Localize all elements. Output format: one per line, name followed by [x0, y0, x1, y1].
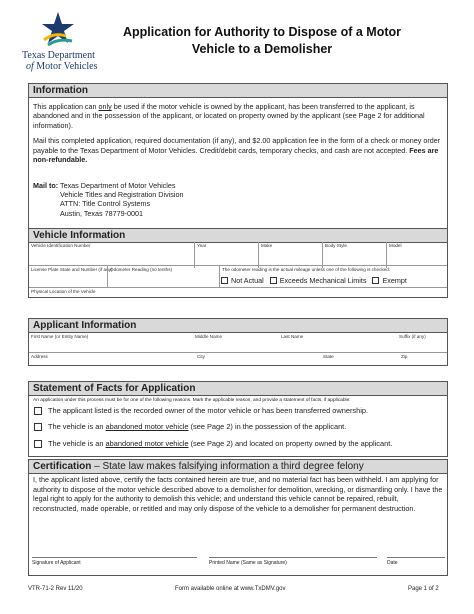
certification-text: I, the applicant listed above, certify the facts contained herein are true, and no material fact has been withheld. I am applying for authority to dispose of the motor vehicle described above to a demolisher for demolition, wrecking, or dismantling only. I have the legal right to apply for the authority to demolish this vehicle; and understand this vehicle cannot be repaired, rebuilt, reconstructed, made operable, or retitled and may only dispose of the vehicle to a demolisher for permanent destruction. [33, 475, 443, 513]
mail-line: ATTN: Title Control Systems [60, 199, 151, 209]
signature-field[interactable]: Signature of Applicant [32, 557, 197, 566]
statement-of-facts-section [28, 381, 448, 457]
suffix-field[interactable]: Suffix (if any) [399, 334, 426, 339]
state-field[interactable]: State [323, 354, 334, 359]
applicant-information-heading: Applicant Information [29, 319, 447, 333]
mail-line: Vehicle Titles and Registration Division [60, 190, 184, 200]
star-logo-icon [40, 10, 76, 48]
body-style-field[interactable]: Body Style [322, 242, 386, 268]
abandoned-property-checkbox[interactable] [34, 440, 42, 448]
make-field[interactable]: Make [258, 242, 322, 268]
fact-option-owner[interactable]: The applicant listed is the recorded owner of the motor vehicle or has been transferred ownership. [34, 406, 368, 415]
zip-field[interactable]: Zip [401, 354, 408, 359]
information-paragraph-2: Mail this completed application, required documentation (if any), and $2.00 application fee in the form of a check or money order payable to the Texas Department of Motor Vehicles. Credit/debit cards, temporary checks, and cash are not accepted. Fees are non-refundable. [33, 136, 441, 165]
logo-text-line2: of Motor Vehicles [26, 61, 98, 72]
information-heading: Information [29, 84, 447, 98]
vehicle-information-heading: Vehicle Information [29, 229, 447, 243]
city-field[interactable]: City [197, 354, 205, 359]
form-title [112, 24, 412, 58]
odometer-checkboxes [221, 276, 407, 285]
mail-line: Austin, Texas 78779-0001 [60, 208, 143, 218]
form-title-line2: Vehicle to a Demolisher [191, 42, 333, 56]
information-paragraph-1: This application can only be used if the motor vehicle is owned by the applicant, has been transferred to the applicant, is abandoned and in the possession of the applicant, or located on property owned by the applicant (see Page 2 for additional information). [33, 102, 425, 130]
logo-text-line1: Texas Department [22, 50, 95, 61]
information-section [28, 83, 448, 232]
middle-name-field[interactable]: Middle Name [195, 334, 223, 339]
exceeds-mechanical-limits-option[interactable]: Exceeds Mechanical Limits [270, 276, 367, 285]
statement-of-facts-heading: Statement of Facts for Application [29, 382, 447, 396]
date-field[interactable]: Date [387, 557, 445, 566]
certification-section [28, 459, 448, 576]
model-field[interactable]: Model [386, 242, 449, 268]
address-field[interactable]: Address [31, 354, 48, 359]
mail-line: Texas Department of Motor Vehicles [60, 181, 176, 190]
physical-location-field[interactable]: Physical Location of the Vehicle [31, 289, 96, 294]
fact-option-abandoned-possession[interactable]: The vehicle is an abandoned motor vehicle (see Page 2) in the possession of the applicant. [34, 422, 346, 431]
exempt-option[interactable]: Exempt [372, 276, 406, 285]
txdmv-logo [22, 10, 112, 70]
year-field[interactable]: Year [194, 242, 258, 268]
not-actual-checkbox[interactable] [221, 277, 228, 284]
odometer-field[interactable]: Odometer Reading (no tenths) [107, 266, 219, 287]
page-number: Page 1 of 2 [408, 586, 439, 592]
last-name-field[interactable]: Last Name [281, 334, 304, 339]
printed-name-field[interactable]: Printed Name (Same as Signature) [209, 557, 377, 566]
vehicle-information-section [28, 228, 448, 298]
abandoned-possession-checkbox[interactable] [34, 423, 42, 431]
applicant-information-section [28, 318, 448, 366]
facts-intro: An application under this process must be for one of the following reasons. Mark the applicable reason, and provide a statement of facts, if applicable: [33, 398, 351, 403]
form-number: VTR-71-2 Rev 11/20 [28, 586, 83, 592]
vin-field[interactable]: Vehicle Identification Number [31, 243, 91, 248]
certification-heading: Certification – State law makes falsifying information a third degree felony [29, 460, 447, 474]
owner-checkbox[interactable] [34, 407, 42, 415]
exceeds-mechanical-limits-checkbox[interactable] [270, 277, 277, 284]
license-plate-field[interactable]: License Plate State and Number (if any) [31, 267, 113, 272]
odometer-status: The odometer reading is the actual mileage unless one of the following is checked: [219, 266, 449, 287]
form-availability: Form available online at www.TxDMV.gov [175, 586, 286, 592]
not-actual-option[interactable]: Not Actual [221, 276, 264, 285]
mail-to-label: Mail to: [33, 181, 59, 190]
first-name-field[interactable]: First Name (or Entity Name) [31, 334, 89, 339]
form-title-line1: Application for Authority to Dispose of a Motor [123, 25, 401, 39]
exempt-checkbox[interactable] [372, 277, 379, 284]
fact-option-abandoned-property[interactable]: The vehicle is an abandoned motor vehicle (see Page 2) and located on property owned by the applicant. [34, 439, 392, 448]
